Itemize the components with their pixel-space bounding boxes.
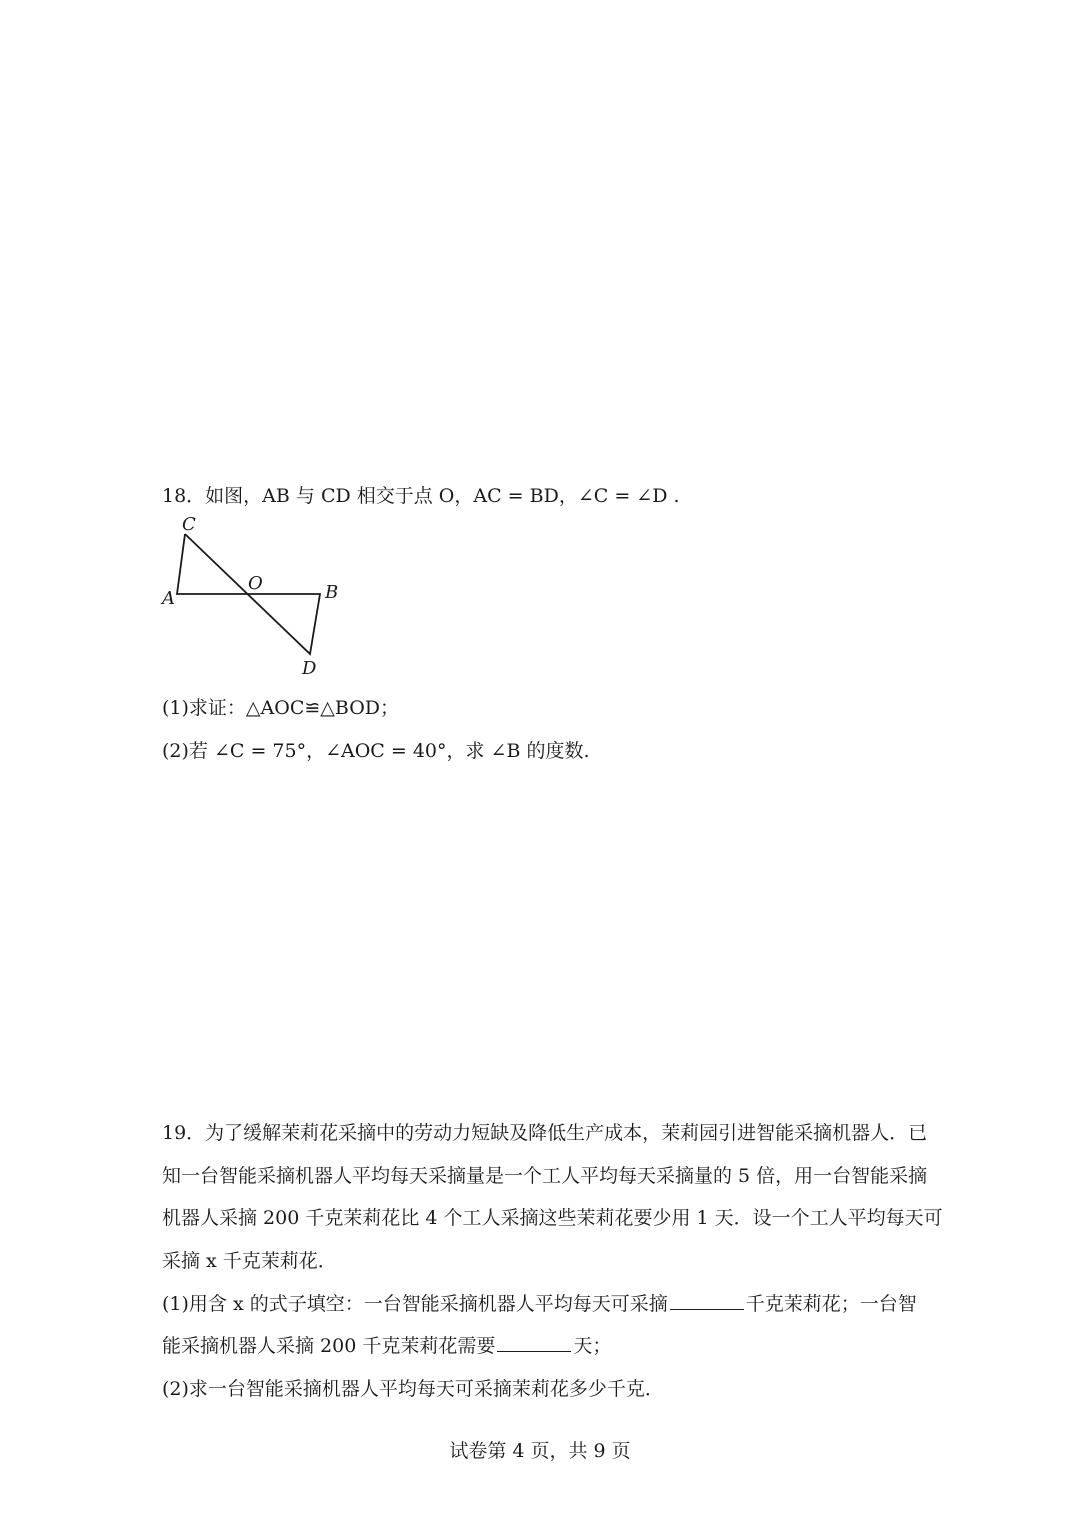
q18-stem: 18．如图，AB 与 CD 相交于点 O，AC = BD，∠C = ∠D . [162, 485, 680, 507]
q19-line3: 机器人采摘 200 千克茉莉花比 4 个工人采摘这些茉莉花要少用 1 天．设一个工人平均每天可 [162, 1207, 943, 1229]
page-footer: 试卷第 4 页，共 9 页 [449, 1440, 631, 1462]
label-b: B [325, 582, 339, 603]
label-d: D [302, 658, 317, 679]
q19-part1-text-a: (1)用含 x 的式子填空：一台智能采摘机器人平均每天可采摘 [162, 1293, 668, 1315]
q19-part2: (2)求一台智能采摘机器人平均每天可采摘茉莉花多少千克． [162, 1378, 664, 1400]
q19-line1: 19．为了缓解茉莉花采摘中的劳动力短缺及降低生产成本，茉莉园引进智能采摘机器人．已 [162, 1122, 928, 1144]
q19-line2: 知一台智能采摘机器人平均每天采摘量是一个工人平均每天采摘量的 5 倍，用一台智能采摘 [162, 1165, 928, 1187]
q19-part1-row2 [162, 1331, 611, 1358]
label-o: O [248, 573, 263, 594]
q19-part1-text-c: 能采摘机器人采摘 200 千克茉莉花需要 [162, 1335, 496, 1357]
q19-part1-row1 [162, 1289, 917, 1316]
q18-part1: (1)求证：△AOC≌△BOD； [162, 697, 400, 719]
answer-blank-1 [670, 1291, 744, 1310]
q19-part1-text-b: 千克茉莉花；一台智 [745, 1293, 917, 1315]
figure-lines [177, 534, 320, 654]
answer-blank-2 [497, 1333, 571, 1352]
label-c: C [182, 514, 196, 535]
q18-part2: (2)若 ∠C = 75°，∠AOC = 40°，求 ∠B 的度数. [162, 740, 590, 762]
triangle-figure [160, 512, 350, 682]
q18-figure [160, 512, 350, 682]
q19-line4: 采摘 x 千克茉莉花． [162, 1250, 337, 1272]
q19-part1-text-d: 天； [573, 1335, 612, 1357]
label-a: A [162, 588, 175, 609]
